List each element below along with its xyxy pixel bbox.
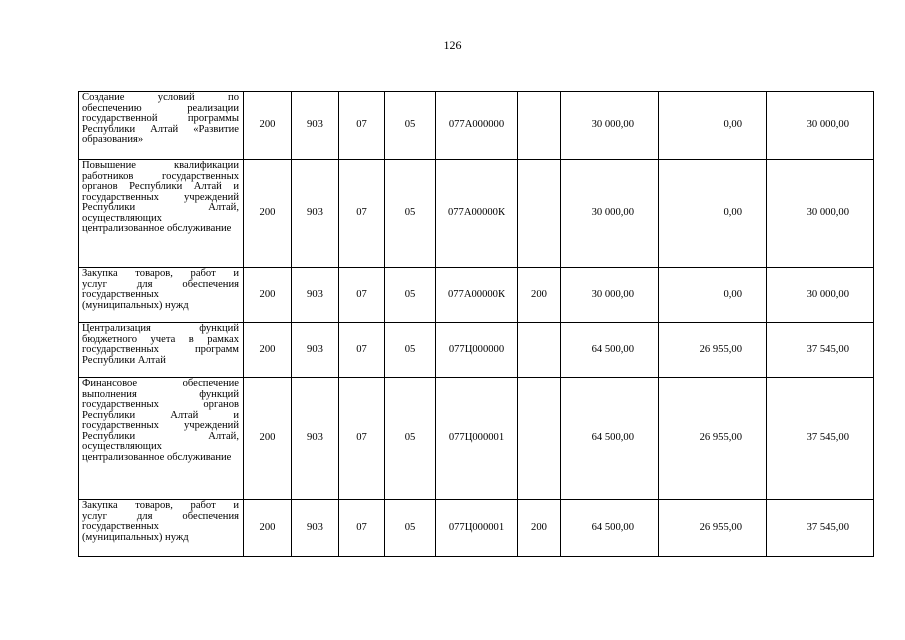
description-line: государственной программы bbox=[82, 113, 239, 124]
description-line: Повышение квалификации bbox=[82, 160, 239, 171]
ministry-cell: 903 bbox=[292, 500, 339, 557]
description-line: бюджетного учета в рамках bbox=[82, 333, 239, 345]
budget-table bbox=[78, 91, 874, 557]
section-cell: 07 bbox=[339, 323, 385, 378]
amount-regional-cell: 37 545,00 bbox=[767, 378, 874, 500]
description-line: выполнения функций bbox=[82, 388, 239, 400]
section-cell: 07 bbox=[339, 500, 385, 557]
table-row bbox=[79, 323, 874, 378]
description-line: органов Республики Алтай и bbox=[82, 181, 239, 192]
amount-total-cell: 30 000,00 bbox=[561, 92, 659, 160]
target-article-cell: 077Ц000000 bbox=[436, 323, 518, 378]
description-line: обеспечению реализации bbox=[82, 102, 239, 114]
description-line: Республики Алтай «Развитие bbox=[82, 123, 239, 135]
description-line: Республики Алтай, bbox=[82, 202, 239, 213]
description-last-line: осуществляющих централизованное обслуживание bbox=[82, 441, 232, 463]
target-article-cell: 077Ц000001 bbox=[436, 500, 518, 557]
code-cell: 200 bbox=[244, 500, 292, 557]
amount-total-cell: 30 000,00 bbox=[561, 160, 659, 268]
description-line: Закупка товаров, работ и bbox=[82, 500, 239, 511]
table-row bbox=[79, 378, 874, 500]
amount-total-cell: 64 500,00 bbox=[561, 378, 659, 500]
expense-type-cell: 200 bbox=[518, 268, 561, 323]
amount-regional-cell: 37 545,00 bbox=[767, 323, 874, 378]
target-article-cell: 077Ц000001 bbox=[436, 378, 518, 500]
amount-federal-cell: 0,00 bbox=[659, 160, 767, 268]
subsection-cell: 05 bbox=[385, 378, 436, 500]
amount-regional-cell: 30 000,00 bbox=[767, 92, 874, 160]
description-line: государственных учреждений bbox=[82, 420, 239, 431]
amount-total-cell: 30 000,00 bbox=[561, 268, 659, 323]
amount-federal-cell: 26 955,00 bbox=[659, 323, 767, 378]
code-cell: 200 bbox=[244, 92, 292, 160]
description-last-line: государственных (муниципальных) нужд bbox=[82, 521, 189, 543]
description-last-line: осуществляющих централизованное обслуживание bbox=[82, 212, 232, 234]
subsection-cell: 05 bbox=[385, 500, 436, 557]
amount-total-cell: 64 500,00 bbox=[561, 323, 659, 378]
description-line: работников государственных bbox=[82, 170, 239, 182]
code-cell: 200 bbox=[244, 268, 292, 323]
row-description bbox=[79, 268, 244, 323]
code-cell: 200 bbox=[244, 378, 292, 500]
row-description bbox=[79, 378, 244, 500]
description-last-line: Республики Алтай bbox=[82, 354, 166, 366]
row-description bbox=[79, 500, 244, 557]
code-cell: 200 bbox=[244, 323, 292, 378]
description-line: государственных органов bbox=[82, 399, 239, 410]
amount-regional-cell: 30 000,00 bbox=[767, 160, 874, 268]
description-last-line: образования» bbox=[82, 134, 144, 145]
code-cell: 200 bbox=[244, 160, 292, 268]
description-line: услуг для обеспечения bbox=[82, 510, 239, 522]
ministry-cell: 903 bbox=[292, 160, 339, 268]
expense-type-cell bbox=[518, 323, 561, 378]
amount-regional-cell: 30 000,00 bbox=[767, 268, 874, 323]
ministry-cell: 903 bbox=[292, 378, 339, 500]
expense-type-cell bbox=[518, 92, 561, 160]
description-last-line: государственных (муниципальных) нужд bbox=[82, 289, 189, 311]
section-cell: 07 bbox=[339, 160, 385, 268]
row-description bbox=[79, 92, 244, 160]
page-number: 126 bbox=[443, 38, 462, 52]
description-line: государственных учреждений bbox=[82, 191, 239, 203]
section-cell: 07 bbox=[339, 268, 385, 323]
table-body bbox=[79, 92, 874, 557]
amount-federal-cell: 0,00 bbox=[659, 92, 767, 160]
ministry-cell: 903 bbox=[292, 92, 339, 160]
description-line: Республики Алтай и bbox=[82, 409, 239, 421]
amount-federal-cell: 0,00 bbox=[659, 268, 767, 323]
expense-type-cell: 200 bbox=[518, 500, 561, 557]
amount-regional-cell: 37 545,00 bbox=[767, 500, 874, 557]
table-row bbox=[79, 92, 874, 160]
table-row bbox=[79, 268, 874, 323]
expense-type-cell bbox=[518, 378, 561, 500]
row-description bbox=[79, 323, 244, 378]
section-cell: 07 bbox=[339, 378, 385, 500]
description-line: Централизация функций bbox=[82, 323, 239, 334]
subsection-cell: 05 bbox=[385, 160, 436, 268]
target-article-cell: 077А000000 bbox=[436, 92, 518, 160]
table-row bbox=[79, 500, 874, 557]
description-line: государственных программ bbox=[82, 344, 239, 355]
target-article-cell: 077А00000К bbox=[436, 160, 518, 268]
subsection-cell: 05 bbox=[385, 268, 436, 323]
target-article-cell: 077А00000К bbox=[436, 268, 518, 323]
description-line: Закупка товаров, работ и bbox=[82, 268, 239, 279]
table-row bbox=[79, 160, 874, 268]
ministry-cell: 903 bbox=[292, 323, 339, 378]
subsection-cell: 05 bbox=[385, 92, 436, 160]
section-cell: 07 bbox=[339, 92, 385, 160]
subsection-cell: 05 bbox=[385, 323, 436, 378]
amount-federal-cell: 26 955,00 bbox=[659, 378, 767, 500]
row-description bbox=[79, 160, 244, 268]
description-line: Республики Алтай, bbox=[82, 430, 239, 442]
amount-federal-cell: 26 955,00 bbox=[659, 500, 767, 557]
ministry-cell: 903 bbox=[292, 268, 339, 323]
description-line: услуг для обеспечения bbox=[82, 278, 239, 290]
description-line: Финансовое обеспечение bbox=[82, 378, 239, 389]
amount-total-cell: 64 500,00 bbox=[561, 500, 659, 557]
expense-type-cell bbox=[518, 160, 561, 268]
description-line: Создание условий по bbox=[82, 92, 239, 103]
